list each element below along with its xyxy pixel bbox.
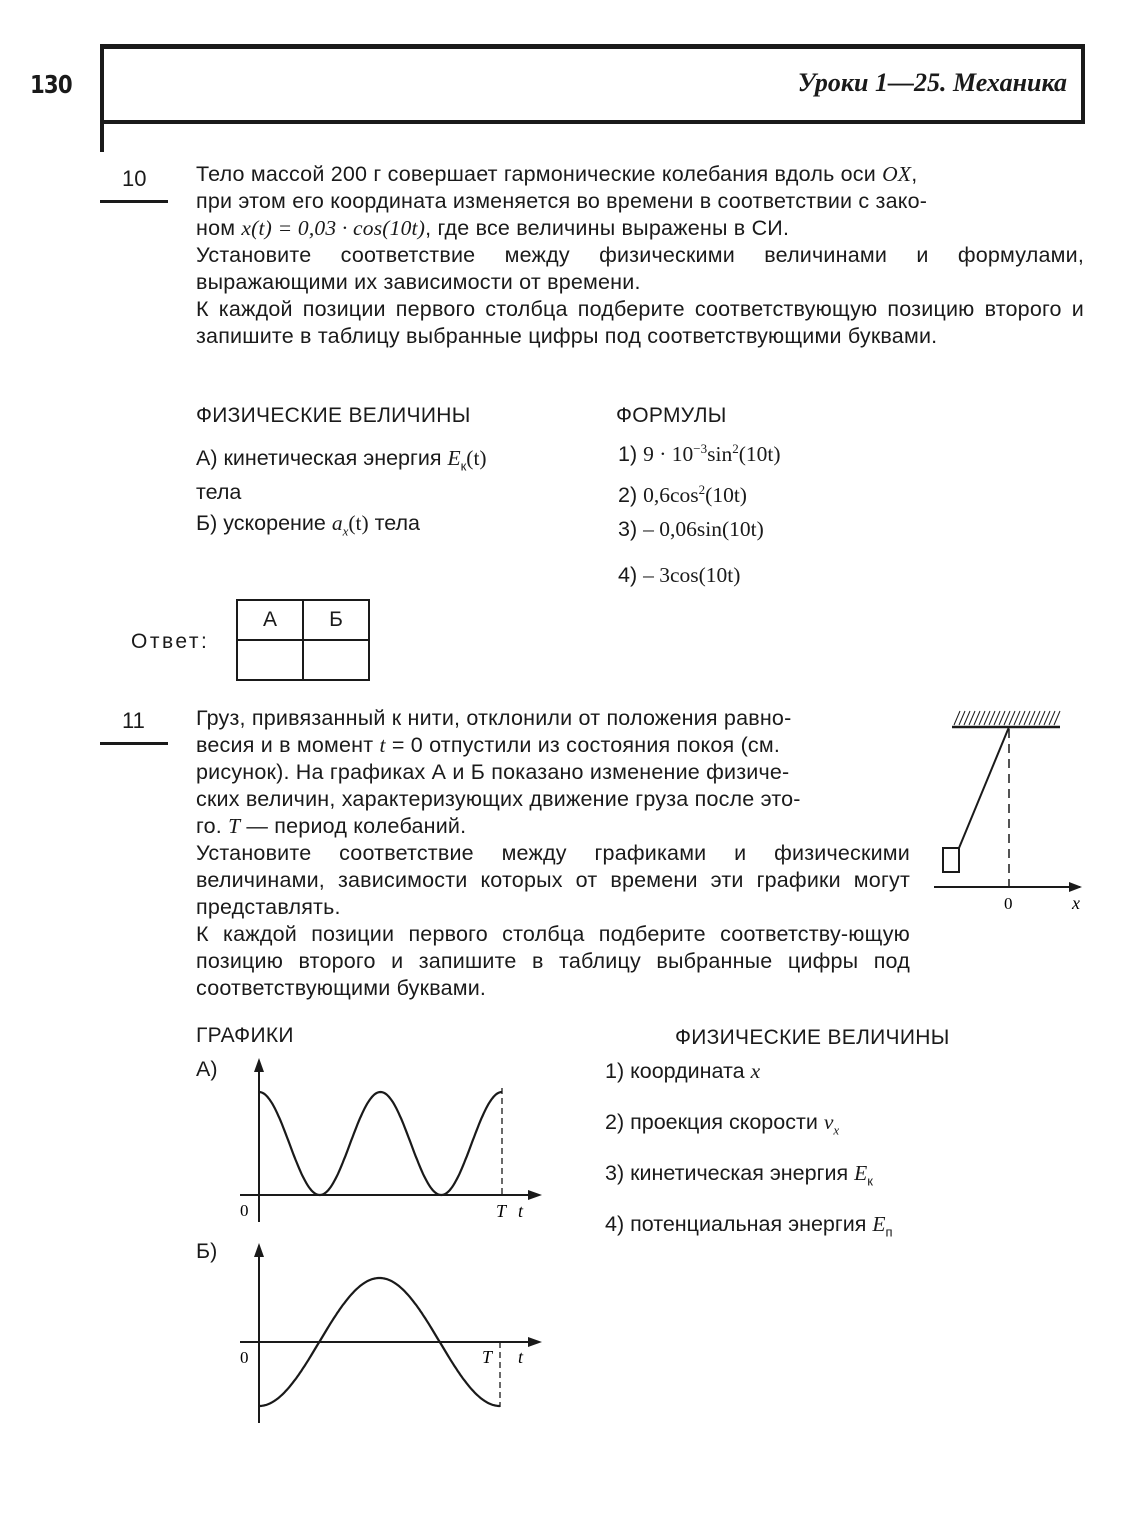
task-10-rule bbox=[100, 200, 168, 203]
formula-4: 4) – 3cos(10t) bbox=[618, 563, 741, 587]
task-11-statement: Груз, привязанный к нити, отклонили от положения равно- весия и в момент t = 0 отпустили из состояния покоя (см. рисунок). На графиках А и Б показано изменение физиче- ских величин, характеризующих движение груза после это- го. T — период колебаний. Установите соответствие между графиками и физическими величинами, зависимости которых от времени эти графики могут представлять. К каждой позиции первого столбца подберите соответству-ющую позицию второго и запишите в таблицу выбранные цифры под соответствующими буквами. bbox=[196, 706, 910, 1000]
task-11-rule bbox=[100, 742, 168, 745]
graph-b-origin: 0 bbox=[240, 1348, 249, 1367]
pendulum-bob bbox=[943, 848, 959, 872]
formula-1: 1) $9 \cdot 10^{-3}\sin^2(10t)$ bbox=[618, 441, 781, 467]
task-11-instruction-2: К каждой позиции первого столбца подберите соответству-ющую позицию второго и запишите в таблицу выбранные цифры под соответствующими буквами. bbox=[196, 922, 910, 1000]
quantity-4: 4) потенциальная энергия $E_п$ bbox=[605, 1212, 893, 1240]
task-10-number: 10 bbox=[122, 166, 147, 191]
quantity-3: 3) кинетическая энергия $E_к$ bbox=[605, 1161, 873, 1189]
task-10-statement: Тело массой 200 г совершает гармонические колебания вдоль оси OX, при этом его координата изменяется во времени в соответствии с зако- ном x(t) = 0,03 · cos(10t), где все величины выражены в СИ. Установите соответствие между физическими величинами и формулами, выражающими их зависимости от времени. К каждой позиции первого столбца подберите соответствующую позицию второго и запишите в таблицу выбранные цифры под соответствующими буквами. bbox=[196, 162, 1084, 348]
pendulum-origin-label: 0 bbox=[1004, 894, 1013, 913]
graph-a-curve bbox=[259, 1092, 502, 1195]
task-10-item-b: Б) ускорение $a_x(t)$ тела bbox=[196, 511, 420, 539]
graph-a-origin: 0 bbox=[240, 1201, 249, 1220]
task-10-right-header: ФОРМУЛЫ bbox=[616, 404, 727, 427]
task-10-left-header: ФИЗИЧЕСКИЕ ВЕЛИЧИНЫ bbox=[196, 404, 471, 427]
formula-2: 2) $0,6\cos^2(10t)$ bbox=[618, 482, 747, 508]
graph-a-period-label: T bbox=[496, 1201, 507, 1221]
answer-col-b: Б bbox=[303, 600, 369, 640]
graph-b bbox=[230, 1235, 550, 1425]
graph-b-y-arrow bbox=[254, 1243, 264, 1257]
motion-law: x(t) = 0,03 · cos(10t) bbox=[241, 216, 426, 240]
header-divider bbox=[100, 120, 104, 152]
graph-a-t-arrow bbox=[528, 1190, 542, 1200]
graph-b-t-arrow bbox=[528, 1337, 542, 1347]
graphs-header: ГРАФИКИ bbox=[196, 1024, 294, 1047]
graph-b-period-label: T bbox=[482, 1347, 493, 1367]
graph-a-t-label: t bbox=[518, 1201, 524, 1221]
answer-table bbox=[236, 599, 370, 681]
quantities-header: ФИЗИЧЕСКИЕ ВЕЛИЧИНЫ bbox=[675, 1026, 950, 1049]
task-11-instruction-1: Установите соответствие между графиками и физическими величинами, зависимости которых от времени эти графики могут представлять. bbox=[196, 841, 910, 919]
quantity-2: 2) проекция скорости $v_x$ bbox=[605, 1110, 840, 1138]
x-axis-arrow bbox=[1069, 882, 1082, 892]
chapter-title: Уроки 1—25. Механика bbox=[797, 68, 1067, 97]
graph-a bbox=[230, 1050, 550, 1225]
answer-label: Ответ: bbox=[131, 630, 210, 653]
answer-col-a: А bbox=[237, 600, 303, 640]
formula-3: 3) – 0,06sin(10t) bbox=[618, 517, 764, 541]
answer-cell-a[interactable] bbox=[237, 640, 303, 680]
pendulum-string bbox=[959, 727, 1009, 848]
answer-cell-b[interactable] bbox=[303, 640, 369, 680]
pendulum-axis-label: x bbox=[1072, 893, 1080, 913]
task-10-instruction-1: Установите соответствие между физическими величинами и формулами, выражающими их зависимости от времени. bbox=[196, 243, 1084, 294]
graph-a-label: А) bbox=[196, 1057, 218, 1081]
task-10-item-a: А) кинетическая энергия $E_к(t)$ тела bbox=[196, 446, 487, 505]
task-10-instruction-2: К каждой позиции первого столбца подберите соответствующую позицию второго и запишите в таблицу выбранные цифры под соответствующими буквами. bbox=[196, 297, 1084, 348]
pendulum-figure bbox=[930, 705, 1090, 915]
graph-a-y-arrow bbox=[254, 1058, 264, 1072]
graph-b-label: Б) bbox=[196, 1239, 218, 1263]
task-11-number: 11 bbox=[122, 708, 145, 733]
graph-b-t-label: t bbox=[518, 1347, 524, 1367]
page-number: 130 bbox=[30, 70, 72, 99]
quantity-1: 1) координата x bbox=[605, 1059, 761, 1083]
